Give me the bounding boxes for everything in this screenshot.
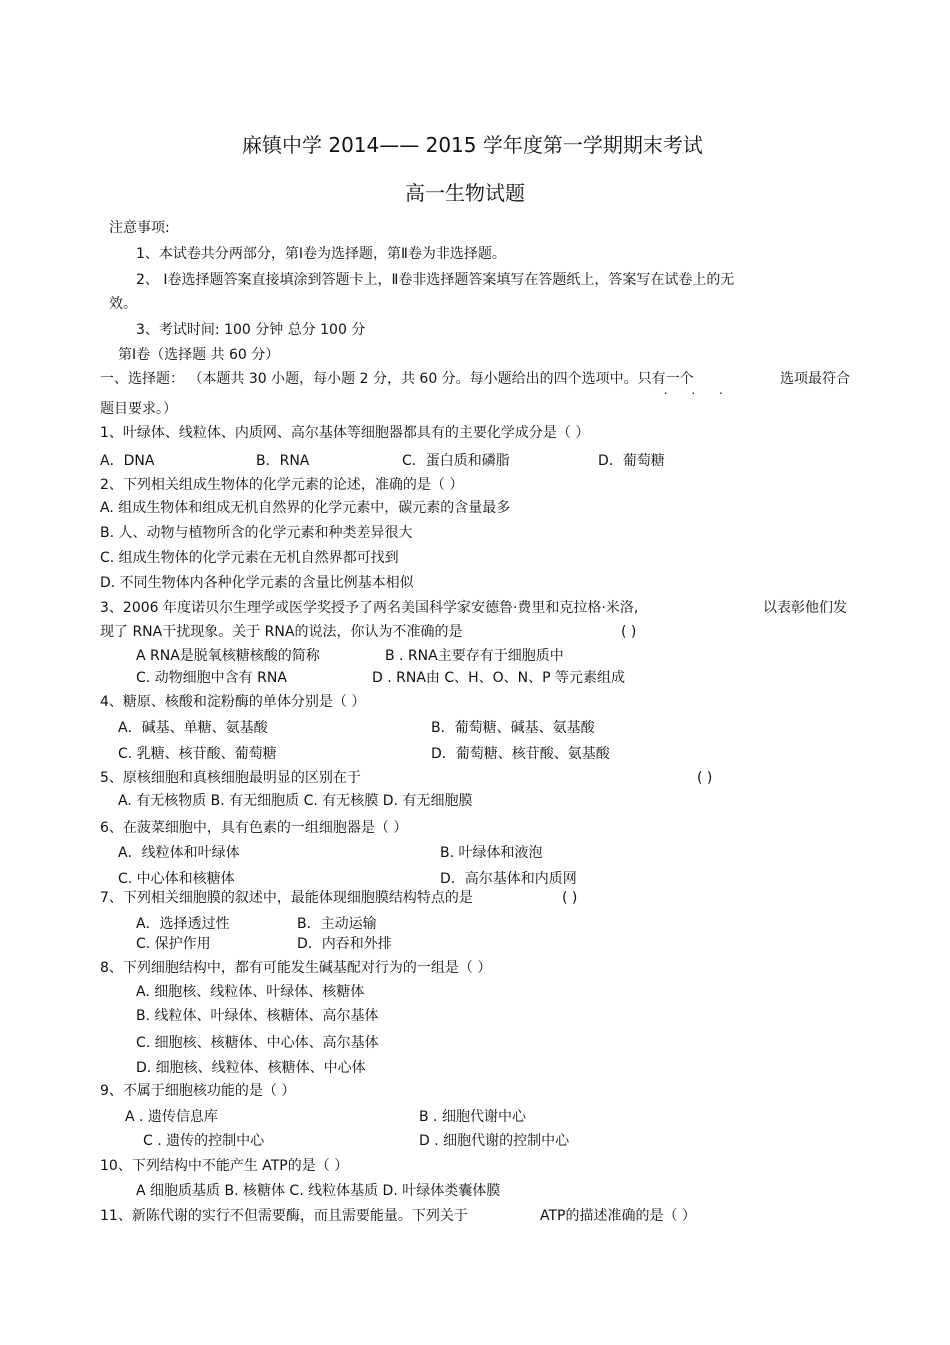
section-intro-tail: 选项最符合: [780, 371, 850, 387]
section-intro-cont: 题目要求。）: [100, 401, 177, 417]
question-3-paren: ( ): [621, 624, 637, 640]
question-7-paren: ( ): [562, 890, 578, 906]
q2-option-d: D. 不同生物体内各种化学元素的含量比例基本相似: [100, 575, 414, 591]
q8-option-c: C. 细胞核、核糖体、中心体、高尔基体: [136, 1035, 379, 1051]
notice-heading: 注意事项:: [109, 220, 170, 236]
notice-item-3: 3、考试时间: 100 分钟 总分 100 分: [136, 322, 366, 338]
q9-option-a: A . 遗传信息库: [125, 1109, 218, 1125]
q2-option-b: B. 人、动物与植物所含的化学元素和种类差异很大: [100, 525, 413, 541]
q8-option-a: A. 细胞核、线粒体、叶绿体、核糖体: [136, 984, 365, 1000]
exam-subtitle: 高一生物试题: [405, 181, 525, 205]
q6-option-c: C. 中心体和核糖体: [118, 871, 235, 887]
section-intro-text: 一、选择题： （本题共 30 小题，每小题 2 分，共 60 分。每小题给出的四个选项中。只有: [100, 371, 666, 387]
question-1: 1、叶绿体、线粒体、内质网、高尔基体等细胞器都具有的主要化学成分是（ ）: [100, 425, 590, 441]
q4-option-a: A．碱基、单糖、氨基酸: [118, 720, 268, 736]
q9-option-b: B . 细胞代谢中心: [419, 1109, 526, 1125]
notice-item-2: 2、 Ⅰ卷选择题答案直接填涂到答题卡上，Ⅱ卷非选择题答案填写在答题纸上，答案写在试卷上的无: [136, 272, 735, 288]
question-3: 3、2006 年度诺贝尔生理学或医学奖授予了两名美国科学家安德鲁·费里和克拉格·米洛,: [100, 600, 639, 616]
q3-option-b: B . RNA主要存有于细胞质中: [385, 648, 564, 664]
question-10: 10、下列结构中不能产生 ATP的是（ ）: [100, 1158, 349, 1174]
q1-option-c: C．蛋白质和磷脂: [402, 453, 510, 469]
question-11-tail: ATP的描述准确的是（ ）: [540, 1208, 696, 1224]
q9-option-d: D . 细胞代谢的控制中心: [419, 1133, 570, 1149]
question-11: 11、新陈代谢的实行不但需要酶，而且需要能量。下列关于: [100, 1208, 468, 1224]
question-2: 2、下列相关组成生物体的化学元素的论述，准确的是（ ）: [100, 477, 464, 493]
section-intro-emphasis: 一个 . . .: [666, 371, 694, 387]
q5-options: A. 有无核物质 B. 有无细胞质 C. 有无核膜 D. 有无细胞膜: [118, 793, 473, 809]
q3-option-c: C. 动物细胞中含有 RNA: [136, 670, 287, 686]
q4-option-c: C. 乳糖、核苷酸、葡萄糖: [118, 746, 277, 762]
question-6: 6、在菠菜细胞中，具有色素的一组细胞器是（ ）: [100, 820, 408, 836]
question-8: 8、下列细胞结构中，都有可能发生碱基配对行为的一组是（ ）: [100, 960, 492, 976]
q10-options: A 细胞质基质 B. 核糖体 C. 线粒体基质 D. 叶绿体类囊体膜: [136, 1183, 501, 1199]
question-5: 5、原核细胞和真核细胞最明显的区别在于: [100, 770, 361, 786]
q7-option-d: D．内吞和外排: [297, 936, 392, 952]
q7-option-a: A．选择透过性: [136, 916, 230, 932]
q1-option-d: D．葡萄糖: [598, 453, 665, 469]
question-4: 4、糖原、核酸和淀粉酶的单体分别是（ ）: [100, 694, 366, 710]
q3-option-a: A RNA是脱氧核糖核酸的简称: [136, 648, 320, 664]
question-3-tail: 以表彰他们发: [763, 600, 847, 616]
question-7: 7、下列相关细胞膜的叙述中，最能体现细胞膜结构特点的是: [100, 890, 473, 906]
q7-option-c: C. 保护作用: [136, 936, 211, 952]
section-intro: [100, 370, 694, 388]
q6-option-b: B. 叶绿体和液泡: [440, 845, 543, 861]
notice-item-1: 1、本试卷共分两部分，第Ⅰ卷为选择题，第Ⅱ卷为非选择题。: [136, 246, 506, 262]
q1-option-b: B．RNA: [256, 453, 310, 469]
q2-option-c: C. 组成生物体的化学元素在无机自然界都可找到: [100, 550, 399, 566]
q3-option-d: D . RNA由 C、H、O、N、P 等元素组成: [372, 670, 626, 686]
q8-option-b: B. 线粒体、叶绿体、核糖体、高尔基体: [136, 1008, 379, 1024]
question-5-paren: ( ): [697, 770, 713, 786]
question-3-cont: 现了 RNA干扰现象。关于 RNA的说法，你认为不准确的是: [100, 624, 463, 640]
notice-item-2-cont: 效。: [109, 296, 137, 312]
q8-option-d: D. 细胞核、线粒体、核糖体、中心体: [136, 1060, 366, 1076]
q1-option-a: A．DNA: [100, 453, 155, 469]
part-heading: 第Ⅰ卷（选择题 共 60 分）: [118, 347, 280, 363]
q4-option-d: D．葡萄糖、核苷酸、氨基酸: [431, 746, 610, 762]
q7-option-b: B．主动运输: [297, 916, 377, 932]
q6-option-d: D．高尔基体和内质网: [440, 871, 577, 887]
q2-option-a: A. 组成生物体和组成无机自然界的化学元素中，碳元素的含量最多: [100, 500, 511, 516]
question-9: 9、不属于细胞核功能的是（ ）: [100, 1083, 296, 1099]
exam-title: 麻镇中学 2014—— 2015 学年度第一学期期末考试: [242, 133, 703, 157]
q6-option-a: A．线粒体和叶绿体: [118, 845, 240, 861]
q9-option-c: C . 遗传的控制中心: [143, 1133, 265, 1149]
q4-option-b: B．葡萄糖、碱基、氨基酸: [431, 720, 595, 736]
